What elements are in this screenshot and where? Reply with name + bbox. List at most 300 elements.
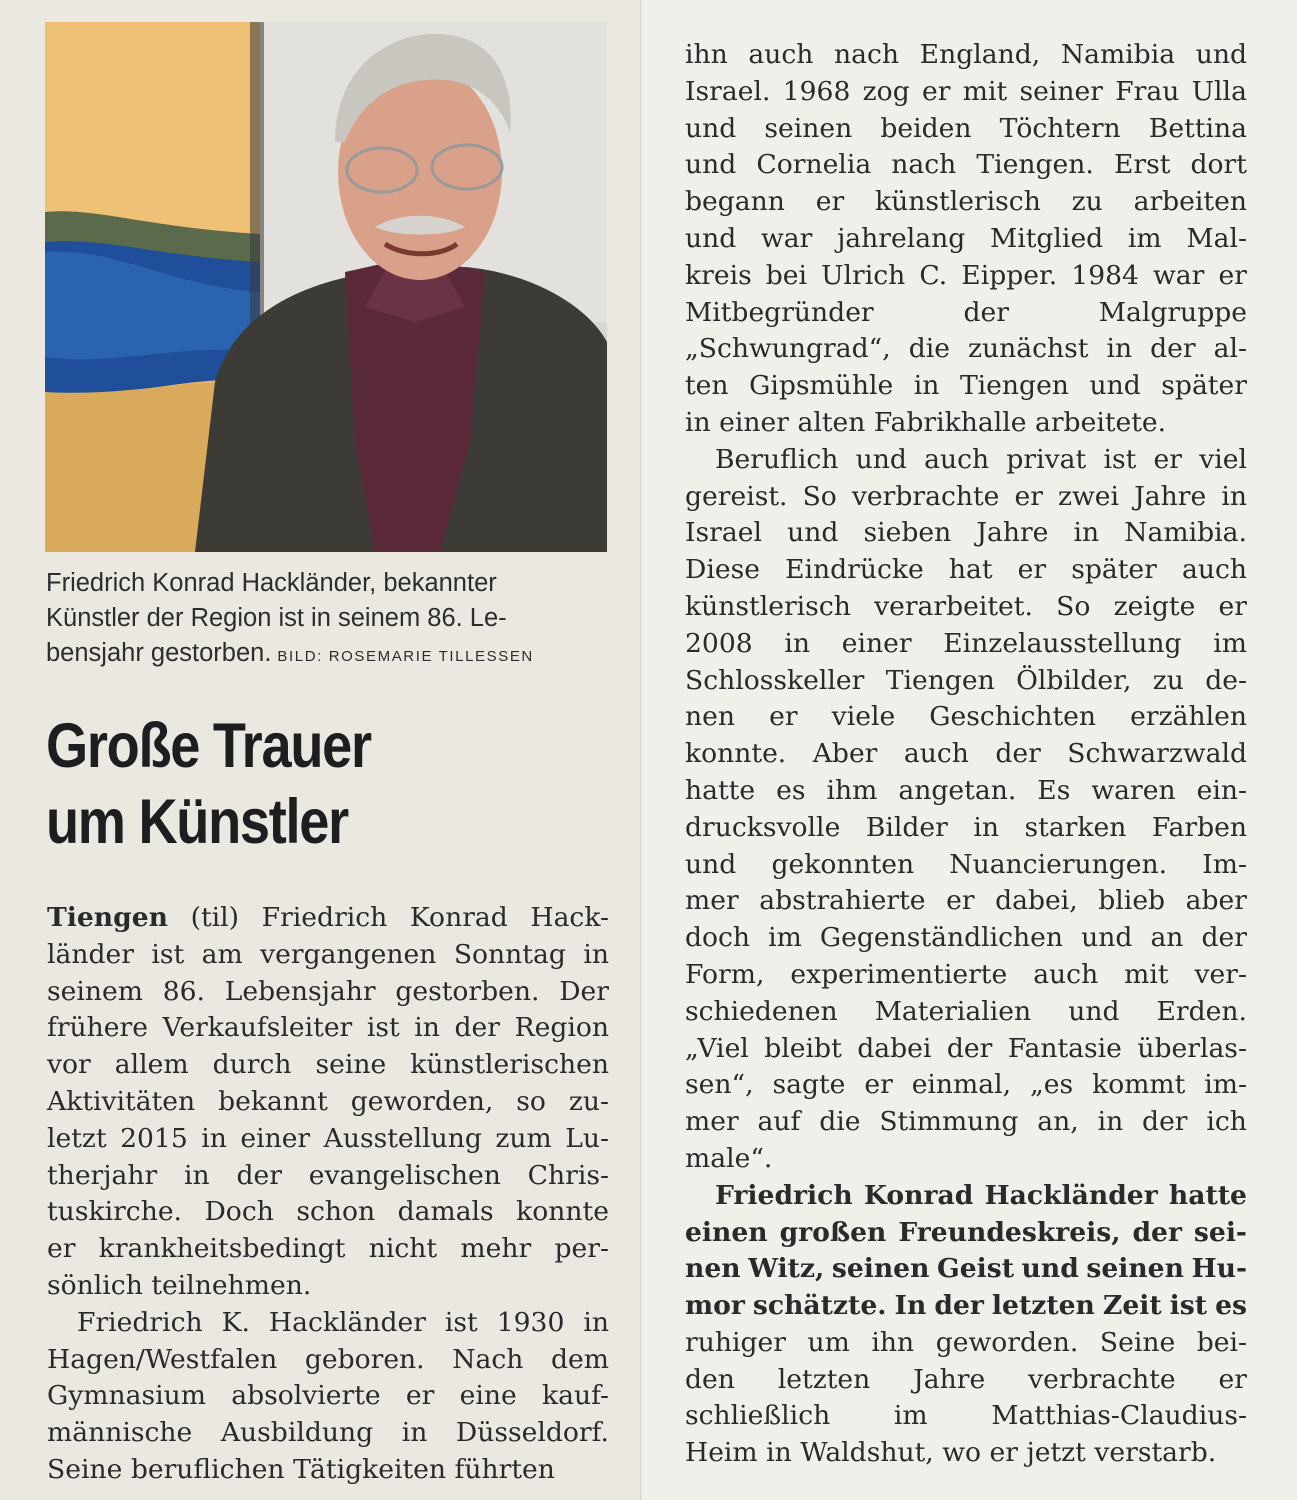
word: in	[201, 1122, 227, 1154]
word: er	[815, 186, 845, 218]
word: Frau	[1115, 75, 1180, 107]
word: und	[855, 443, 907, 475]
word: seinen	[831, 1253, 930, 1285]
text-line	[47, 1452, 609, 1489]
article-body-right-column	[685, 37, 1247, 1472]
word: Mitglied	[989, 222, 1104, 254]
word: allem	[114, 1049, 189, 1081]
word: Eindrücke	[785, 554, 924, 586]
word: konnte	[516, 1196, 609, 1228]
word: sieben	[863, 517, 952, 549]
word: dem	[551, 1343, 609, 1375]
word: seinen	[1086, 1253, 1184, 1285]
word: und	[1021, 1253, 1079, 1285]
word: Lu-	[565, 1122, 609, 1154]
word: zu	[1152, 664, 1184, 696]
word: hat	[948, 554, 993, 586]
text-line	[47, 1305, 609, 1342]
text-line	[47, 1415, 609, 1452]
word: geboren.	[304, 1343, 425, 1375]
word: therjahr	[47, 1159, 158, 1191]
text-line	[685, 1067, 1247, 1104]
word: zunächst	[967, 333, 1089, 365]
word: nicht	[368, 1233, 438, 1265]
word: Hackländer	[984, 1179, 1158, 1211]
word: es	[776, 774, 806, 806]
text-line	[685, 1031, 1247, 1068]
word: Eipper.	[961, 259, 1058, 291]
word: im	[893, 1400, 928, 1432]
word: er	[47, 1233, 76, 1265]
word: zu-	[568, 1085, 609, 1117]
word: Im-	[1202, 848, 1247, 880]
word: bei	[765, 259, 808, 291]
word: arbeiten	[1133, 186, 1247, 218]
caption-line: Friedrich Konrad Hackländer, bekannter	[46, 569, 497, 597]
word: Matthias-Claudius-	[991, 1400, 1247, 1432]
word: Geist	[936, 1253, 1014, 1285]
portrait-illustration	[45, 22, 607, 552]
word: zum	[495, 1122, 552, 1154]
text-line	[685, 331, 1247, 368]
word: und	[685, 848, 737, 880]
word: tuskirche.	[47, 1196, 183, 1228]
word: Geschichten	[929, 701, 1097, 733]
word: Nach	[452, 1343, 524, 1375]
word: ist	[444, 1306, 478, 1338]
word: sen“,	[685, 1069, 754, 1101]
word: und	[685, 222, 737, 254]
word: Malgruppe	[1098, 296, 1247, 328]
text-line	[685, 773, 1247, 810]
word: die	[819, 1106, 861, 1138]
text-line	[685, 736, 1247, 773]
word: in	[1097, 1106, 1124, 1138]
text-line	[685, 442, 1247, 479]
word: er	[864, 1069, 893, 1101]
word: länder	[47, 938, 134, 970]
word: 1984	[1071, 259, 1139, 291]
word: seine	[315, 1049, 387, 1081]
word: Heim	[685, 1437, 758, 1469]
word: krankheitsbedingt	[98, 1233, 346, 1265]
text-line	[685, 1325, 1247, 1362]
word: eine	[459, 1380, 517, 1412]
word: 1930	[496, 1306, 565, 1338]
word: hatte	[1168, 1179, 1247, 1211]
word: Tiengen	[959, 370, 1069, 402]
word: es	[1215, 1290, 1247, 1322]
article-body-left-column	[47, 900, 609, 1489]
word: 1968	[782, 75, 851, 107]
word: in	[913, 370, 940, 402]
word: experimentierte	[790, 958, 1008, 990]
word: Bilder	[865, 811, 948, 843]
word: schließlich	[685, 1400, 831, 1432]
photo-credit: BILD: ROSEMARIE TILLESSEN	[277, 648, 534, 665]
word: Ausstellung	[323, 1122, 482, 1154]
word: abstrahierte	[759, 885, 926, 917]
text-line	[685, 479, 1247, 516]
word: verarbeitet.	[874, 590, 1033, 622]
text-line	[47, 1084, 609, 1121]
word: im	[1213, 627, 1247, 659]
word: Hu-	[1191, 1253, 1247, 1285]
word: ist	[366, 1012, 400, 1044]
word: „Viel	[685, 1032, 749, 1064]
word: Aber	[812, 738, 878, 770]
word: Aktivitäten	[47, 1085, 196, 1117]
word: so	[516, 1085, 546, 1117]
word: erzählen	[1130, 701, 1247, 733]
word: er	[1014, 480, 1043, 512]
word: Namibia	[1060, 39, 1176, 70]
word: mehr	[460, 1233, 532, 1265]
word: den	[685, 1363, 735, 1395]
text-line	[685, 810, 1247, 847]
word: auf	[757, 1106, 801, 1138]
word: in	[784, 627, 811, 659]
word: drucksvolle	[685, 811, 841, 843]
text-line	[685, 147, 1247, 184]
word: Jahre	[1134, 480, 1207, 512]
word: im-	[1204, 1069, 1247, 1101]
word: Düsseldorf.	[455, 1417, 609, 1449]
word: er	[1017, 554, 1047, 586]
word: zwei	[1058, 480, 1120, 512]
word: 2015	[120, 1122, 188, 1154]
word: der	[995, 738, 1041, 770]
word: der	[454, 1012, 500, 1044]
word: zu	[1071, 186, 1103, 218]
word: begann	[685, 186, 785, 218]
word: Fantasie	[1007, 1032, 1122, 1064]
word: letzten	[777, 1363, 871, 1395]
word: geworden.	[935, 1326, 1079, 1358]
word: „es	[1030, 1069, 1074, 1101]
word: viele	[831, 701, 896, 733]
word: vergangenen	[260, 938, 437, 970]
word: frühere	[47, 1012, 148, 1044]
word: Friedrich	[715, 1179, 853, 1211]
text-line	[685, 111, 1247, 148]
word: einer	[240, 1122, 311, 1154]
word: Friedrich	[77, 1306, 203, 1338]
word: zog	[862, 75, 910, 107]
article-headline	[46, 708, 545, 860]
text-line	[47, 1158, 609, 1195]
word: einen	[685, 1216, 768, 1248]
word: auch	[1181, 554, 1247, 586]
text-line	[685, 1435, 1247, 1472]
word: sönlich	[47, 1269, 143, 1301]
word: nen	[685, 701, 735, 733]
word: sagte	[772, 1069, 846, 1101]
word: Tiengen	[885, 664, 995, 696]
word: war	[761, 222, 813, 254]
word: gestorben.	[395, 975, 540, 1007]
word: letzten	[991, 1290, 1095, 1322]
word: künstlerisch	[685, 590, 851, 622]
word: gekonnten	[771, 848, 915, 880]
word: privat	[1006, 443, 1087, 475]
word: Tätigkeiten	[293, 1453, 447, 1485]
word: 2008	[685, 627, 753, 659]
word: künstlerisch	[874, 186, 1041, 218]
word: in	[583, 1306, 609, 1338]
word: in	[973, 811, 999, 843]
word: und	[1195, 39, 1247, 70]
text-line	[685, 368, 1247, 405]
word: teilnehmen.	[151, 1269, 312, 1301]
word: Namibia.	[1124, 517, 1247, 549]
text-line	[47, 937, 609, 974]
word: Farben	[1151, 811, 1247, 843]
word: gereist.	[685, 480, 788, 512]
word: in	[1221, 480, 1247, 512]
word: später	[1071, 554, 1157, 586]
word: Einzelausstellung	[943, 627, 1182, 659]
text-line	[685, 1141, 1247, 1178]
page-fold	[640, 0, 643, 1500]
text-line	[47, 1121, 609, 1158]
word: in	[401, 1417, 428, 1449]
text-line	[685, 957, 1247, 994]
word: mer	[685, 885, 739, 917]
word: er	[1218, 1363, 1247, 1395]
word: per-	[554, 1233, 609, 1265]
word: starken	[1024, 811, 1127, 843]
word: einer	[841, 627, 912, 659]
word: „Schwungrad“,	[685, 333, 891, 365]
word: und	[1068, 995, 1120, 1027]
word: der	[963, 296, 1009, 328]
word: Schwarzwald	[1067, 738, 1247, 770]
word: bleibt	[764, 1032, 842, 1064]
word: ihn	[685, 39, 728, 70]
word: er	[922, 75, 951, 107]
word: bei-	[1196, 1326, 1247, 1358]
word: der	[1201, 922, 1247, 954]
word: er	[1153, 443, 1182, 475]
word: zeigte	[1113, 590, 1196, 622]
word: auch	[924, 443, 990, 475]
text-line	[685, 221, 1247, 258]
word: Cornelia	[756, 149, 872, 181]
word: Freundeskreis,	[898, 1216, 1121, 1248]
word: ich	[1206, 1106, 1247, 1138]
word: Ölbilder,	[1016, 664, 1132, 696]
text-line	[685, 184, 1247, 221]
word: sei-	[1193, 1216, 1247, 1248]
word: Sonntag	[453, 938, 566, 970]
word: um	[807, 1326, 850, 1358]
word: Ulrich	[821, 259, 906, 291]
word: Mitbegründer	[685, 296, 874, 328]
text-line	[685, 626, 1247, 663]
word: durch	[212, 1049, 292, 1081]
word: dort	[1190, 149, 1247, 181]
word: ein-	[1196, 774, 1247, 806]
word: der	[1150, 333, 1196, 365]
word: Ausbildung	[220, 1417, 374, 1449]
word: die	[908, 333, 950, 365]
word: beruflichen	[130, 1453, 285, 1485]
text-line	[47, 900, 609, 937]
word: seinem	[47, 975, 143, 1007]
text-line	[685, 920, 1247, 957]
word: seinen	[764, 112, 853, 144]
word: nach	[891, 149, 957, 181]
word: männische	[47, 1417, 193, 1449]
word: ist	[151, 938, 185, 970]
word: er	[1218, 259, 1247, 291]
word: arbeitete.	[1034, 406, 1167, 438]
word: dabei,	[995, 885, 1078, 917]
word: alten	[797, 406, 866, 438]
word: Witz,	[748, 1253, 825, 1285]
word: nen	[685, 1253, 741, 1285]
text-line	[685, 552, 1247, 589]
word: er	[946, 885, 975, 917]
word: jahrelang	[837, 222, 966, 254]
text-line	[685, 589, 1247, 626]
word: in	[766, 1437, 792, 1469]
text-line	[47, 974, 609, 1011]
word: angetan.	[898, 774, 1017, 806]
word: Konrad	[863, 1179, 974, 1211]
word: Tiengen.	[976, 149, 1094, 181]
word: Gipsmühle	[749, 370, 894, 402]
word: C.	[919, 259, 948, 291]
word: Jahre	[913, 1363, 986, 1395]
word: kommt	[1092, 1069, 1186, 1101]
word: Zeit	[1102, 1290, 1162, 1322]
text-line	[685, 405, 1247, 442]
word: Konrad	[409, 902, 508, 933]
word: auch	[1033, 958, 1099, 990]
word: England,	[919, 39, 1041, 70]
word: kreis	[685, 259, 752, 291]
word: ten	[685, 370, 729, 402]
word: Tiengen	[47, 902, 168, 933]
word: Jahre	[976, 517, 1049, 549]
word: male“.	[685, 1142, 773, 1174]
word: Region	[514, 1012, 609, 1044]
word: hatte	[685, 774, 756, 806]
word: mit	[1124, 958, 1169, 990]
word: auch	[748, 39, 814, 70]
word: Seine	[47, 1453, 123, 1485]
word: in	[1106, 333, 1133, 365]
word: in	[184, 1159, 210, 1191]
word: Ulla	[1191, 75, 1247, 107]
word: Diese	[685, 554, 760, 586]
word: aber	[1185, 885, 1247, 917]
word: dabei	[857, 1032, 932, 1064]
word: war	[1153, 259, 1205, 291]
word: überlas-	[1137, 1032, 1247, 1064]
text-line	[685, 1362, 1247, 1399]
word: einer	[719, 406, 789, 438]
word: mit	[962, 75, 1008, 107]
word: In	[894, 1290, 927, 1322]
word: Verkaufsleiter	[162, 1012, 353, 1044]
word: Erst	[1113, 149, 1171, 181]
word: evangelischen	[308, 1159, 501, 1191]
word: Lebensjahr	[224, 975, 376, 1007]
word: nach	[834, 39, 900, 70]
word: Hagen/Westfalen	[47, 1343, 278, 1375]
word: im	[1127, 222, 1162, 254]
word: mer	[685, 1106, 739, 1138]
word: beiden	[880, 112, 972, 144]
word: damals	[397, 1196, 494, 1228]
word: al-	[1213, 333, 1247, 365]
word: Stimmung	[879, 1106, 1019, 1138]
text-line	[685, 994, 1247, 1031]
word: er	[405, 1380, 435, 1412]
word: 86.	[162, 975, 205, 1007]
word: letzt	[47, 1122, 107, 1154]
word: in	[1073, 517, 1100, 549]
word: später	[1161, 370, 1247, 402]
word: schon	[296, 1196, 376, 1228]
word: doch	[685, 922, 751, 954]
word: schätzte.	[752, 1290, 887, 1322]
word: einmal,	[911, 1069, 1012, 1101]
headline-line-1: Große Trauer	[46, 711, 371, 781]
caption-line: bensjahr gestorben.	[46, 639, 272, 667]
text-line	[47, 1010, 609, 1047]
word: vor	[47, 1049, 91, 1081]
word: verstarb.	[1094, 1437, 1217, 1469]
word: Gegenständlichen	[819, 922, 1064, 954]
word: So	[1056, 590, 1091, 622]
word: Seine	[1099, 1326, 1176, 1358]
word: ihm	[826, 774, 878, 806]
word: großen	[779, 1216, 887, 1248]
word: de-	[1205, 664, 1247, 696]
word: und	[1081, 922, 1133, 954]
word: am	[201, 938, 243, 970]
word: und	[1089, 370, 1141, 402]
word: ist	[1103, 443, 1137, 475]
word: Israel.	[685, 75, 771, 107]
word: Es	[1037, 774, 1071, 806]
caption-line-with-credit	[46, 636, 621, 674]
word: in	[583, 938, 609, 970]
text-line	[685, 1215, 1247, 1252]
word: ver-	[1194, 958, 1247, 990]
word: Schlosskeller	[685, 664, 865, 696]
word: im	[768, 922, 802, 954]
text-line	[47, 1342, 609, 1379]
text-line	[685, 1251, 1247, 1288]
word: verbrachte	[851, 480, 1000, 512]
word: er	[1218, 590, 1247, 622]
word: Töchtern	[999, 112, 1121, 144]
word: und	[685, 149, 737, 181]
word: an	[1150, 922, 1184, 954]
word: (til)	[190, 902, 240, 933]
word: konnte.	[685, 738, 787, 770]
word: Der	[559, 975, 609, 1007]
word: ihn	[871, 1326, 915, 1358]
text-line	[47, 1194, 609, 1231]
word: kauf-	[541, 1380, 609, 1412]
word: So	[802, 480, 837, 512]
